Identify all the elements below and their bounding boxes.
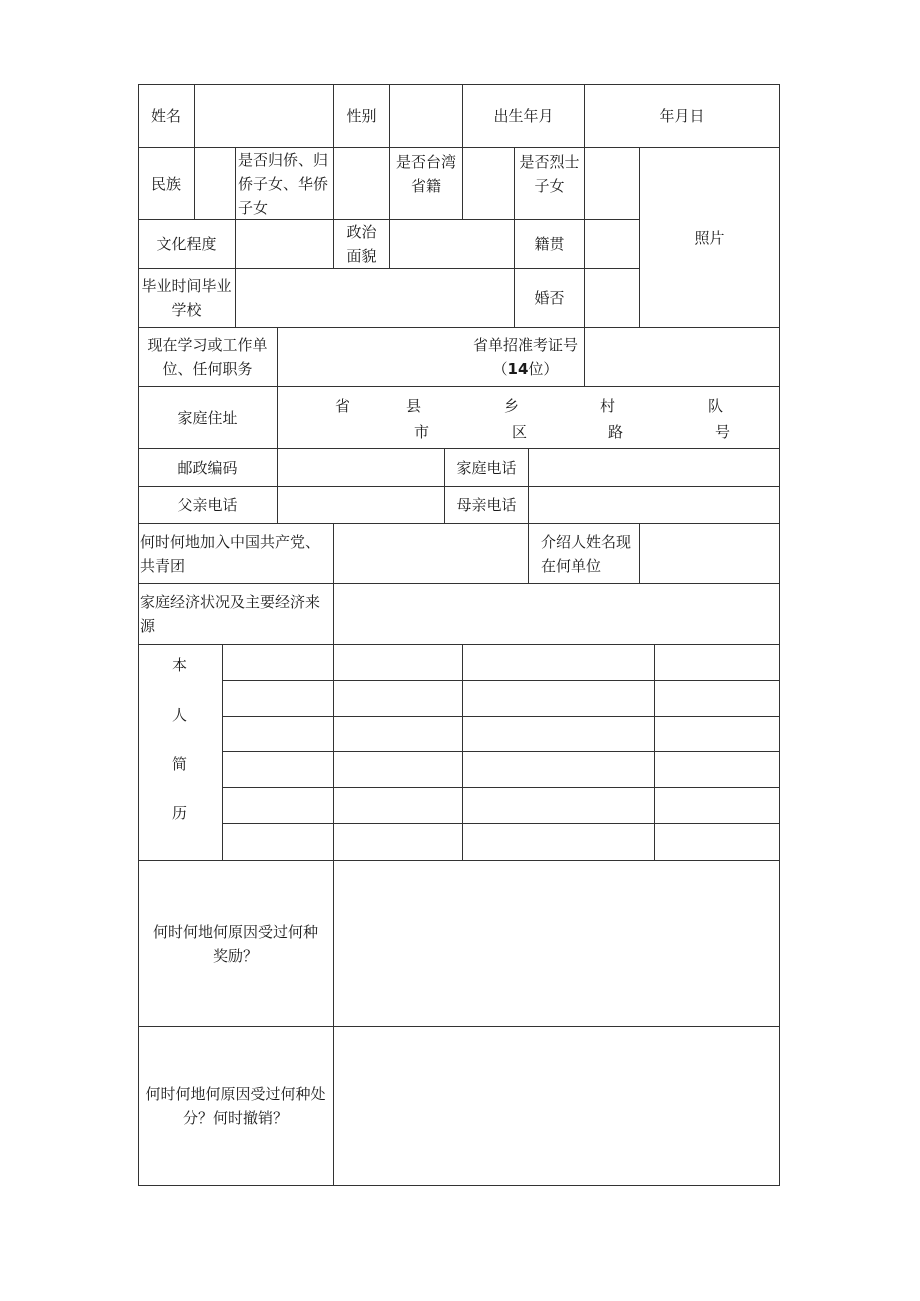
mother-phone-field[interactable] — [529, 487, 780, 524]
introducer-label: 介绍人姓名现在何单位 — [529, 524, 640, 584]
resume-cell[interactable] — [223, 681, 334, 717]
economy-field[interactable] — [334, 584, 780, 645]
exam-no-field[interactable] — [585, 328, 780, 387]
party-field[interactable] — [334, 524, 529, 584]
resume-cell[interactable] — [223, 645, 334, 681]
resume-cell[interactable] — [463, 717, 655, 752]
resume-cell[interactable] — [334, 717, 463, 752]
resume-cell[interactable] — [463, 824, 655, 861]
home-phone-field[interactable] — [529, 449, 780, 487]
graduation-field[interactable] — [236, 269, 515, 328]
resume-cell[interactable] — [223, 788, 334, 824]
party-label: 何时何地加入中国共产党、共青团 — [138, 524, 334, 584]
resume-cell[interactable] — [223, 752, 334, 788]
martyr-label: 是否烈士子女 — [515, 148, 585, 220]
ethnicity-label: 民族 — [138, 148, 195, 220]
postcode-field[interactable] — [278, 449, 445, 487]
current-work-label: 现在学习或工作单位、任何职务 — [138, 328, 278, 387]
overseas-field[interactable] — [334, 148, 390, 220]
address-number: 号 — [715, 423, 731, 441]
taiwan-field[interactable] — [463, 148, 515, 220]
marital-field[interactable] — [585, 269, 640, 328]
address-township: 乡 — [504, 397, 520, 415]
resume-cell[interactable] — [334, 788, 463, 824]
marital-label: 婚否 — [515, 269, 585, 328]
mother-phone-label: 母亲电话 — [445, 487, 529, 524]
political-field[interactable] — [390, 220, 515, 269]
address-field[interactable] — [278, 387, 780, 449]
resume-char-1: 本 — [172, 656, 188, 674]
graduation-label: 毕业时间毕业学校 — [138, 269, 236, 328]
resume-char-3: 简 — [172, 755, 188, 773]
taiwan-label: 是否台湾省籍 — [390, 148, 463, 220]
address-team: 队 — [708, 397, 724, 415]
resume-cell[interactable] — [223, 717, 334, 752]
rewards-field[interactable] — [334, 861, 780, 1027]
education-label: 文化程度 — [138, 220, 236, 269]
resume-cell[interactable] — [655, 824, 780, 861]
resume-cell[interactable] — [655, 788, 780, 824]
address-village: 村 — [600, 397, 616, 415]
address-district: 区 — [512, 423, 528, 441]
introducer-field[interactable] — [640, 524, 780, 584]
overseas-label: 是否归侨、归侨子女、华侨子女 — [236, 148, 334, 220]
address-label: 家庭住址 — [138, 387, 278, 449]
native-field[interactable] — [585, 220, 640, 269]
address-province: 省 — [335, 397, 351, 415]
resume-cell[interactable] — [334, 752, 463, 788]
birth-value: 年月日 — [659, 106, 705, 125]
education-field[interactable] — [236, 220, 334, 269]
postcode-label: 邮政编码 — [138, 449, 278, 487]
birth-field[interactable] — [585, 84, 780, 148]
name-label: 姓名 — [138, 84, 195, 148]
gender-field[interactable] — [390, 84, 463, 148]
punishment-field[interactable] — [334, 1027, 780, 1186]
father-phone-label: 父亲电话 — [138, 487, 278, 524]
resume-cell[interactable] — [655, 645, 780, 681]
gender-label: 性别 — [334, 84, 390, 148]
photo-label: 照片 — [694, 228, 725, 247]
resume-cell[interactable] — [655, 681, 780, 717]
martyr-field[interactable] — [585, 148, 640, 220]
address-city: 市 — [414, 423, 430, 441]
resume-cell[interactable] — [334, 645, 463, 681]
native-label: 籍贯 — [515, 220, 585, 269]
resume-cell[interactable] — [334, 681, 463, 717]
punishment-label: 何时何地何原因受过何种处分？何时撤销？ — [138, 1027, 334, 1186]
resume-cell[interactable] — [655, 752, 780, 788]
address-road: 路 — [608, 423, 624, 441]
rewards-label: 何时何地何原因受过何种奖励？ — [138, 861, 334, 1027]
father-phone-field[interactable] — [278, 487, 445, 524]
home-phone-label: 家庭电话 — [445, 449, 529, 487]
address-county: 县 — [406, 397, 422, 415]
resume-char-2: 人 — [172, 706, 188, 724]
political-label: 政治面貌 — [334, 220, 390, 269]
economy-label: 家庭经济状况及主要经济来源 — [138, 584, 334, 645]
resume-cell[interactable] — [463, 681, 655, 717]
birth-label: 出生年月 — [463, 84, 585, 148]
exam-no-label: 省单招准考证号 （14位） — [278, 328, 585, 387]
resume-cell[interactable] — [463, 788, 655, 824]
ethnicity-field[interactable] — [195, 148, 236, 220]
resume-cell[interactable] — [463, 645, 655, 681]
resume-cell[interactable] — [463, 752, 655, 788]
photo-box[interactable] — [640, 148, 780, 328]
name-field[interactable] — [195, 84, 334, 148]
resume-char-4: 历 — [172, 804, 188, 822]
resume-cell[interactable] — [655, 717, 780, 752]
resume-cell[interactable] — [223, 824, 334, 861]
resume-cell[interactable] — [334, 824, 463, 861]
